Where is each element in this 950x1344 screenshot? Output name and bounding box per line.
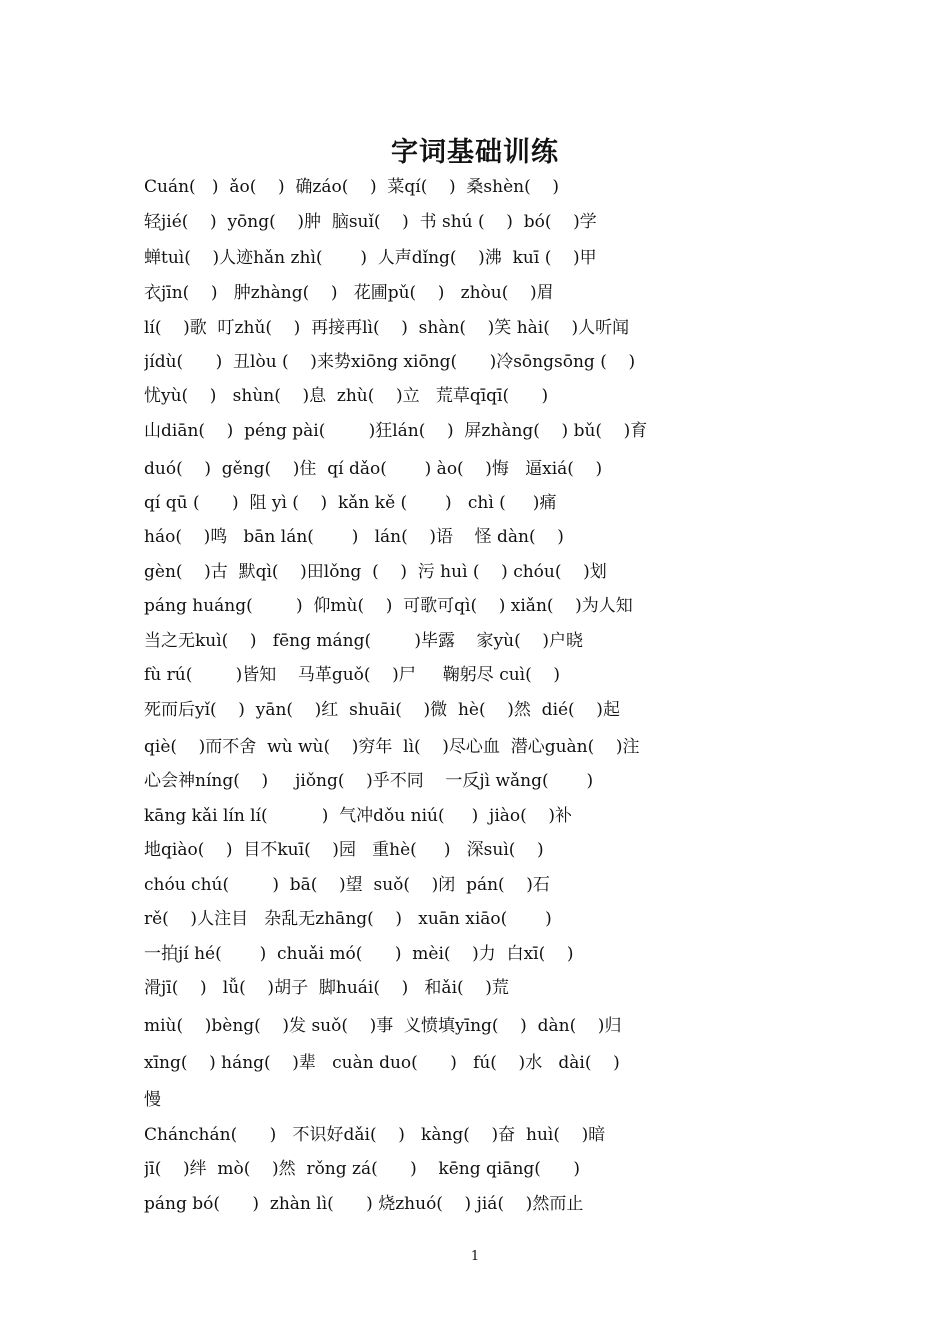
exercise-line: chóu chú( ) bā( )望 suǒ( )闭 pán( )石 xyxy=(144,875,550,895)
exercise-line: duó( ) gěng( )住 qí dǎo( ) ào( )悔 逼xiá( ) xyxy=(144,459,603,479)
exercise-line: 忧yù( ) shùn( )息 zhù( )立 荒草qīqī( ) xyxy=(144,386,549,406)
exercise-line: gèn( )古 默qì( )田lǒng ( ) 污 huì ( ) chóu( )划 xyxy=(144,562,607,582)
exercise-line: kāng kǎi lín lí( ) 气冲dǒu niú( ) jiào( )补 xyxy=(144,806,573,826)
exercise-line: 蝉tuì( )人迹hǎn zhì( ) 人声dǐng( )沸 kuī ( )甲 xyxy=(144,248,597,268)
exercise-line: fù rú( )皆知 马革guǒ( )尸 鞠躬尽 cuì( ) xyxy=(144,665,560,685)
exercise-line: jī( )绊 mò( )然 rǒng zá( ) kēng qiāng( ) xyxy=(144,1159,580,1179)
exercise-line: háo( )鸣 bān lán( ) lán( )语 怪 dàn( ) xyxy=(144,527,564,547)
exercise-line: lí( )歌 叮zhǔ( ) 再接再lì( ) shàn( )笑 hài( )人听闻 xyxy=(144,318,630,338)
exercise-line: 死而后yǐ( ) yān( )红 shuāi( )微 hè( )然 dié( )起 xyxy=(144,700,620,720)
exercise-line: 衣jīn( ) 肿zhàng( ) 花圃pǔ( ) zhòu( )眉 xyxy=(144,283,554,303)
exercise-line: 地qiào( ) 目不kuī( )园 重hè( ) 深suì( ) xyxy=(144,840,544,860)
exercise-line: jídù( ) 丑lòu ( )来势xiōng xiōng( )冷sōngsōng ( ) xyxy=(144,352,636,372)
page-number: 1 xyxy=(470,1249,480,1264)
exercise-line: 轻jié( ) yōng( )肿 脑suǐ( ) 书 shú ( ) bó( )学 xyxy=(144,212,597,232)
exercise-line: qiè( )而不舍 wù wù( )穷年 lì( )尽心血 潜心guàn( )注 xyxy=(144,737,640,757)
exercise-line: qí qū ( ) 阻 yì ( ) kǎn kě ( ) chì ( )痛 xyxy=(144,493,557,513)
exercise-line: páng huáng( ) 仰mù( ) 可歌可qì( ) xiǎn( )为人知 xyxy=(144,596,633,616)
exercise-line: rě( )人注目 杂乱无zhāng( ) xuān xiāo( ) xyxy=(144,909,552,929)
exercise-line: Cuán( ) ǎo( ) 确záo( ) 菜qí( ) 桑shèn( ) xyxy=(144,177,559,197)
exercise-line: 滑jī( ) lǚ( )胡子 脚huái( ) 和ǎi( )荒 xyxy=(144,978,509,998)
exercise-line: 心会神níng( ) jiǒng( )乎不同 一反jì wǎng( ) xyxy=(144,771,594,791)
exercise-line: 山diān( ) péng pài( )狂lán( ) 屏zhàng( ) bǔ( )育 xyxy=(144,421,648,441)
exercise-line: 一拍jí hé( ) chuǎi mó( ) mèi( )力 白xī( ) xyxy=(144,944,574,964)
exercise-line: xīng( ) háng( )辈 cuàn duo( ) fú( )水 dài( ) xyxy=(144,1053,620,1073)
exercise-line: 当之无kuì( ) fēng máng( )毕露 家yù( )户晓 xyxy=(144,631,583,651)
exercise-line: páng bó( ) zhàn lì( ) 烧zhuó( ) jiá( )然而止 xyxy=(144,1194,584,1214)
exercise-line: miù( )bèng( )发 suǒ( )事 义愤填yīng( ) dàn( )归 xyxy=(144,1016,622,1036)
exercise-line: 慢 xyxy=(144,1090,161,1110)
document-title: 字词基础训练 xyxy=(391,137,559,168)
exercise-line: Chánchán( ) 不识好dǎi( ) kàng( )奋 huì( )暗 xyxy=(144,1125,606,1145)
